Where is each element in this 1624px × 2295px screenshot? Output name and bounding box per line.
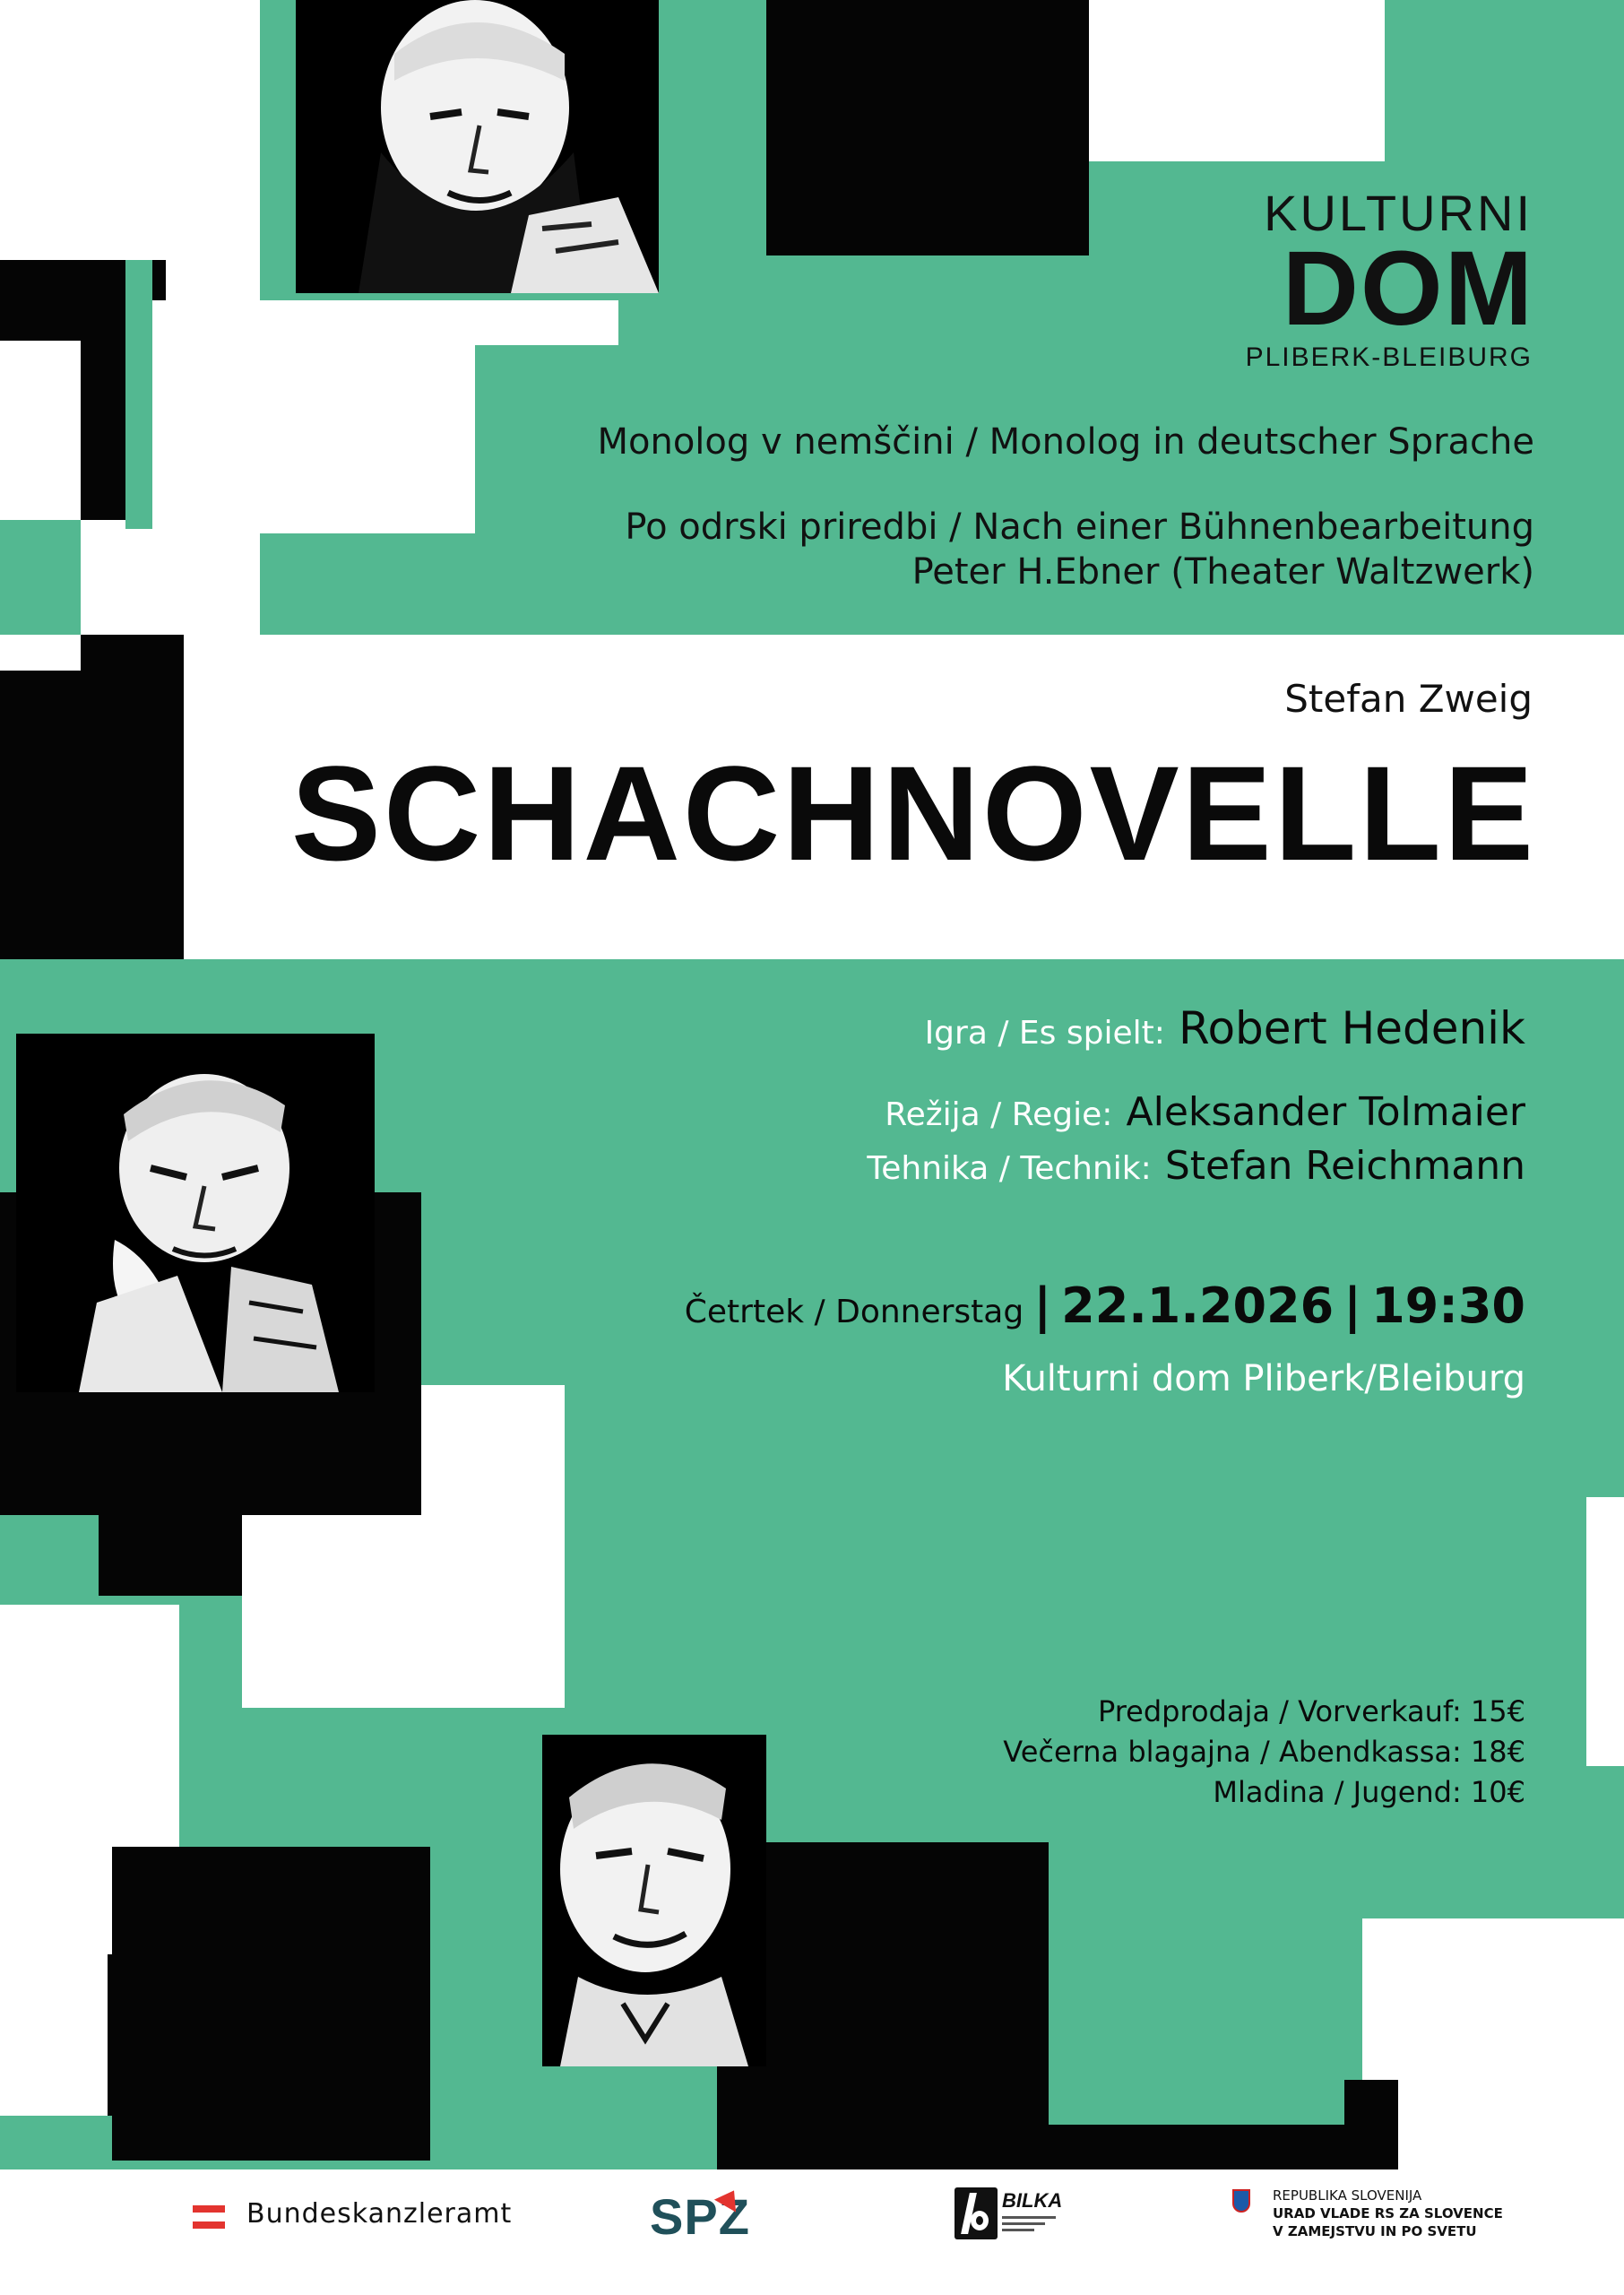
slovenia-coat-of-arms-icon <box>1232 2189 1250 2213</box>
credit-person: Robert Hedenik <box>1178 1002 1525 1054</box>
sponsor-bka: Bundeskanzleramt <box>246 2198 513 2230</box>
separator: | <box>1033 1277 1052 1334</box>
play-title: SCHACHNOVELLE <box>290 738 1536 888</box>
event-time: 19:30 <box>1371 1277 1525 1334</box>
venue-logo-line1: KULTURNI <box>1264 185 1533 241</box>
credit-actor <box>925 1002 1525 1054</box>
sponsor-bilka: BILKA <box>1002 2189 1063 2212</box>
event-date: 22.1.2026 <box>1061 1277 1335 1334</box>
event-datetime <box>685 1277 1525 1334</box>
bilka-small-print <box>1002 2216 1056 2236</box>
adaptation-note-line2: Peter H.Ebner (Theater Waltzwerk) <box>911 551 1534 593</box>
bilka-logo-icon <box>955 2187 998 2239</box>
venue-logo-line3: PLIBERK-BLEIBURG <box>1245 342 1533 372</box>
price-youth: Mladina / Jugend: 10€ <box>1213 1775 1525 1809</box>
event-location: Kulturni dom Pliberk/Bleiburg <box>1002 1358 1525 1399</box>
credit-person: Aleksander Tolmaier <box>1126 1089 1525 1135</box>
portrait-photo-top <box>296 0 659 293</box>
portrait-photo-middle <box>16 1034 375 1392</box>
adaptation-note-line1: Po odrski priredbi / Nach einer Bühnenbearbeitung <box>625 507 1534 548</box>
separator: | <box>1343 1277 1362 1334</box>
credit-director <box>885 1089 1525 1135</box>
credit-role: Igra / Es spielt: <box>924 1015 1165 1052</box>
event-day: Četrtek / Donnerstag <box>684 1294 1024 1330</box>
credit-person: Stefan Reichmann <box>1164 1143 1525 1189</box>
sponsor-slo-line1: REPUBLIKA SLOVENIJA <box>1273 2187 1422 2204</box>
author-name: Stefan Zweig <box>1284 677 1533 721</box>
austria-flag-icon <box>193 2205 225 2229</box>
portrait-photo-bottom <box>542 1735 766 2066</box>
price-box-office: Večerna blagajna / Abendkassa: 18€ <box>1003 1735 1525 1769</box>
sponsor-slo-line2: URAD VLADE RS ZA SLOVENCE <box>1273 2205 1503 2221</box>
credit-role: Tehnika / Technik: <box>867 1150 1152 1187</box>
sponsor-slo-line3: V ZAMEJSTVU IN PO SVETU <box>1273 2223 1477 2239</box>
price-presale: Predprodaja / Vorverkauf: 15€ <box>1097 1694 1525 1728</box>
sponsor-spz: SPZ <box>650 2188 750 2245</box>
language-note: Monolog v nemščini / Monolog in deutscher Sprache <box>597 421 1534 463</box>
venue-logo-line2: DOM <box>1282 230 1534 348</box>
credit-role: Režija / Regie: <box>885 1096 1113 1133</box>
sponsor-logos <box>0 2169 1624 2286</box>
credit-technician <box>867 1143 1525 1189</box>
